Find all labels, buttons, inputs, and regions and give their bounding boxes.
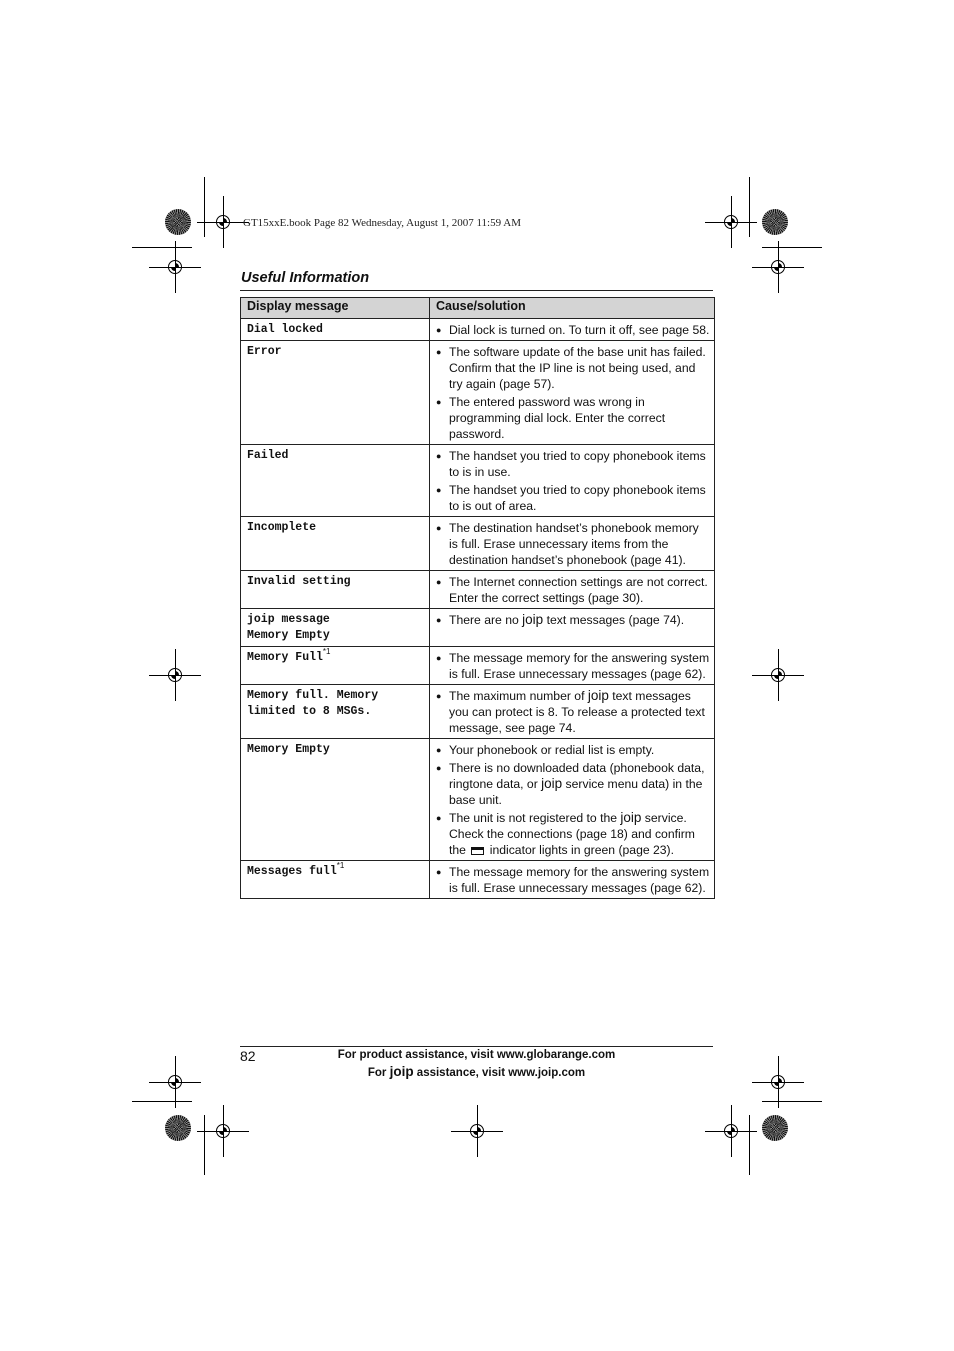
display-message [241, 647, 430, 685]
cause-bullet-item [436, 482, 710, 514]
bullet-icon: ● [436, 577, 442, 587]
cause-bullet-item [436, 612, 710, 628]
indicator-lamp-icon [471, 847, 484, 855]
cause-text: The destination handset’s phonebook memory is full. Erase unnecessary items from the destination handset’s phonebook (page 41). [449, 521, 699, 567]
display-message-text: Dial locked [247, 323, 323, 336]
bullet-icon: ● [436, 763, 442, 773]
table-row [241, 861, 715, 899]
joip-brand-word: joip [620, 810, 642, 825]
cause-solution [430, 341, 715, 445]
crop-line [132, 247, 192, 248]
display-message [241, 571, 430, 609]
cause-text: There are no joip text messages (page 74). [449, 612, 685, 627]
bullet-icon: ● [436, 325, 442, 335]
table-row [241, 571, 715, 609]
column-header-display-message: Display message [241, 298, 430, 319]
joip-brand-word: joip [541, 776, 563, 791]
bullet-icon: ● [436, 691, 442, 701]
cause-solution [430, 609, 715, 647]
color-star-target-icon [165, 209, 191, 235]
table-row [241, 319, 715, 341]
bullet-icon: ● [436, 397, 442, 407]
crosshair-v [223, 196, 224, 248]
display-message-text: Incomplete [247, 521, 317, 534]
cause-text: The software update of the base unit has failed. Confirm that the IP line is not being used, and try again (page 57). [449, 345, 706, 391]
crop-line [749, 1115, 750, 1175]
crosshair-v [731, 1105, 732, 1157]
cause-text: The Internet connection settings are not correct. Enter the correct settings (page 30). [449, 575, 708, 605]
crosshair-v [778, 241, 779, 293]
footer-prefix: For [367, 1067, 390, 1079]
cause-solution [430, 685, 715, 739]
display-message [241, 517, 430, 571]
cause-bullet-item [436, 394, 710, 442]
crosshair-v [175, 649, 176, 701]
display-message [241, 739, 430, 861]
crop-line [204, 177, 205, 237]
bullet-icon: ● [436, 653, 442, 663]
cause-solution [430, 861, 715, 899]
cause-text: There is no downloaded data (phonebook data, ringtone data, or joip service menu data) in the base unit. [449, 761, 705, 807]
bullet-icon: ● [436, 347, 442, 357]
crosshair-v [223, 1105, 224, 1157]
cause-bullet-item [436, 344, 710, 392]
footer-suffix: assistance, visit www.joip.com [413, 1067, 586, 1079]
display-message [241, 341, 430, 445]
footer-divider [240, 1046, 713, 1047]
display-message-text: joip message Memory Empty [247, 613, 330, 642]
cause-solution [430, 517, 715, 571]
crosshair-v [175, 241, 176, 293]
display-message-text: Memory full. Memory limited to 8 MSGs. [247, 689, 379, 718]
table-row [241, 517, 715, 571]
table-row [241, 341, 715, 445]
page-number: 82 [240, 1048, 256, 1064]
color-star-target-icon [762, 209, 788, 235]
display-message [241, 445, 430, 517]
cause-solution [430, 319, 715, 341]
cause-text: The message memory for the answering system is full. Erase unnecessary messages (page 62). [449, 651, 710, 681]
bullet-icon: ● [436, 485, 442, 495]
column-header-cause-solution: Cause/solution [430, 298, 715, 319]
footer-joip-assistance [300, 1064, 653, 1079]
joip-brand-word: joip [389, 1064, 414, 1079]
table-header-row [241, 298, 715, 319]
crop-line [132, 1101, 192, 1102]
cause-text: The handset you tried to copy phonebook items to is in use. [449, 449, 706, 479]
crop-line [762, 247, 822, 248]
table-row [241, 685, 715, 739]
cause-solution [430, 739, 715, 861]
cause-bullet-item [436, 760, 710, 808]
cause-solution [430, 445, 715, 517]
bullet-icon: ● [436, 451, 442, 461]
cause-text: The maximum number of joip text messages you can protect is 8. To release a protected text message, see page 74. [449, 688, 705, 735]
display-message [241, 319, 430, 341]
display-message [241, 685, 430, 739]
color-star-target-icon [762, 1115, 788, 1141]
display-message [241, 861, 430, 899]
cause-text: Your phonebook or redial list is empty. [449, 743, 655, 757]
display-message-text: Failed [247, 449, 289, 462]
display-message-text: Error [247, 345, 282, 358]
cause-text: The entered password was wrong in programming dial lock. Enter the correct password. [449, 395, 666, 441]
table-row [241, 739, 715, 861]
cause-bullet-item [436, 864, 710, 896]
bullet-icon: ● [436, 813, 442, 823]
crosshair-v [477, 1105, 478, 1157]
cause-text: Dial lock is turned on. To turn it off, see page 58. [449, 323, 710, 337]
cause-text: The message memory for the answering system is full. Erase unnecessary messages (page 62). [449, 865, 710, 895]
cause-solution [430, 571, 715, 609]
crop-line [204, 1115, 205, 1175]
cause-bullet-item [436, 520, 710, 568]
crop-line [749, 177, 750, 237]
cause-bullet-item [436, 322, 710, 338]
cause-bullet-item [436, 448, 710, 480]
footnote-mark: *1 [322, 647, 331, 656]
display-message-text: Invalid setting [247, 575, 351, 588]
crosshair-v [731, 196, 732, 248]
cause-bullet-item [436, 688, 710, 736]
bullet-icon: ● [436, 523, 442, 533]
display-message-table [240, 297, 715, 899]
bullet-icon: ● [436, 615, 442, 625]
cause-bullet-item [436, 574, 710, 606]
cause-solution [430, 647, 715, 685]
footnote-mark: *1 [336, 861, 345, 870]
section-divider [240, 290, 713, 291]
cause-bullet-item [436, 742, 710, 758]
crop-line [762, 1101, 822, 1102]
joip-brand-word: joip [587, 688, 609, 703]
table-row [241, 647, 715, 685]
section-title: Useful Information [241, 270, 370, 286]
bullet-icon: ● [436, 867, 442, 877]
color-star-target-icon [165, 1115, 191, 1141]
table-row [241, 445, 715, 517]
joip-brand-word: joip [522, 612, 544, 627]
display-message-text: Messages full [247, 865, 337, 878]
cause-bullet-item [436, 810, 710, 858]
display-message-text: Memory Full [247, 651, 323, 664]
book-header: GT15xxE.book Page 82 Wednesday, August 1, 2007 11:59 AM [243, 217, 521, 229]
bullet-icon: ● [436, 745, 442, 755]
cause-text: The unit is not registered to the joip service. Check the connections (page 18) and confirm the indicator lights in green (page 23). [449, 810, 695, 857]
crosshair-v [778, 649, 779, 701]
display-message [241, 609, 430, 647]
display-message-text: Memory Empty [247, 743, 330, 756]
footer-product-assistance: For product assistance, visit www.globarange.com [337, 1049, 616, 1061]
cause-bullet-item [436, 650, 710, 682]
cause-text: The handset you tried to copy phonebook items to is out of area. [449, 483, 706, 513]
table-row [241, 609, 715, 647]
